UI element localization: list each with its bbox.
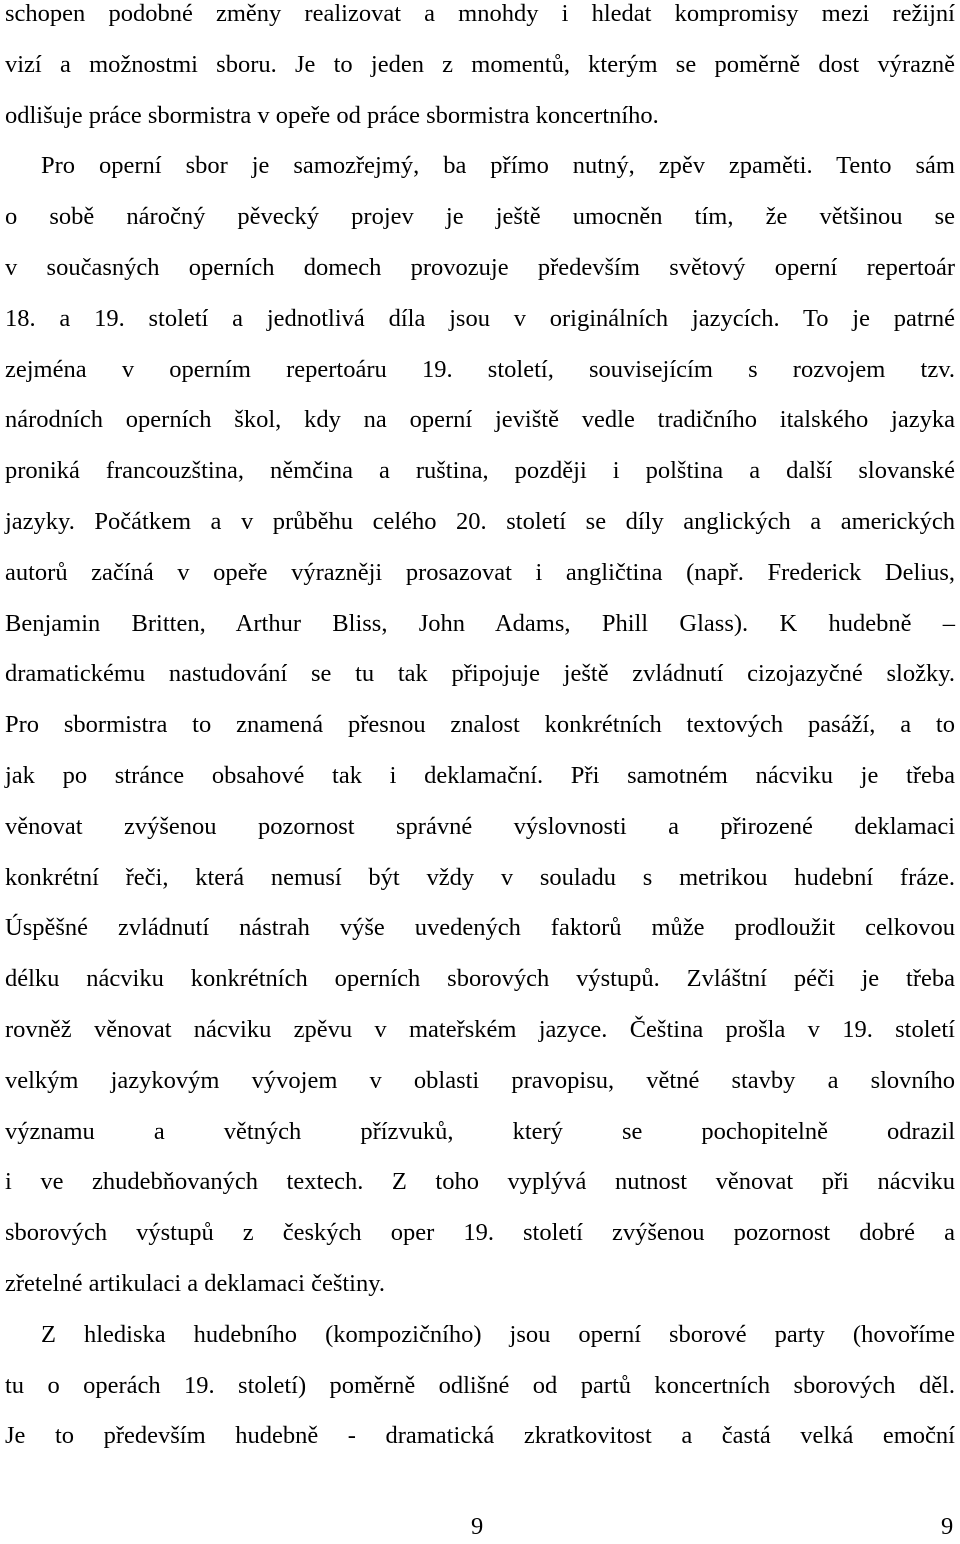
text-line: tu o operách 19. století) poměrně odlišné od partů koncertních sborových děl. (5, 1371, 955, 1399)
text-line: odlišuje práce sbormistra v opeře od práce sbormistra koncertního. (5, 101, 659, 129)
text-line: autorů začíná v opeře výrazněji prosazovat i angličtina (např. Frederick Delius, (5, 558, 955, 586)
text-line: schopen podobné změny realizovat a mnohdy i hledat kompromisy mezi režijní (5, 0, 955, 27)
text-line: významu a větných přízvuků, který se pochopitelně odrazil (5, 1117, 955, 1145)
text-line: Úspěšné zvládnutí nástrah výše uvedených faktorů může prodloužit celkovou (5, 914, 955, 942)
text-line: i ve zhudebňovaných textech. Z toho vyplývá nutnost věnovat při nácviku (5, 1168, 955, 1196)
page-number-right: 9 (941, 1513, 954, 1540)
text-line: Benjamin Britten, Arthur Bliss, John Adams, Phill Glass). K hudebně – (5, 609, 955, 637)
text-line: v současných operních domech provozuje především světový operní repertoár (5, 253, 955, 281)
text-line: proniká francouzština, němčina a ruština, později i polština a další slovanské (5, 457, 955, 485)
text-line: zejména v operním repertoáru 19. století, souvisejícím s rozvojem tzv. (5, 355, 955, 383)
text-line: věnovat zvýšenou pozornost správné výslovnosti a přirozené deklamaci (5, 812, 955, 840)
text-line: Z hlediska hudebního (kompozičního) jsou operní sborové party (hovoříme (41, 1320, 955, 1348)
page-number: 9 (471, 1513, 484, 1540)
text-line: rovněž věnovat nácviku zpěvu v mateřském jazyce. Čeština prošla v 19. století (5, 1015, 955, 1043)
text-line: o sobě náročný pěvecký projev je ještě umocněn tím, že většinou se (5, 203, 955, 231)
text-line: velkým jazykovým vývojem v oblasti pravopisu, větné stavby a slovního (5, 1066, 955, 1094)
body-text (5, 0, 955, 1470)
text-line: národních operních škol, kdy na operní jeviště vedle tradičního italského jazyka (5, 406, 955, 434)
text-line: jak po stránce obsahové tak i deklamační. Při samotném nácviku je třeba (5, 761, 955, 789)
text-line: délku nácviku konkrétních operních sborových výstupů. Zvláštní péči je třeba (5, 965, 955, 993)
text-line: Pro operní sbor je samozřejmý, ba přímo nutný, zpěv zpaměti. Tento sám (41, 152, 955, 180)
text-line: Pro sbormistra to znamená přesnou znalost konkrétních textových pasáží, a to (5, 711, 955, 739)
text-line: konkrétní řeči, která nemusí být vždy v souladu s metrikou hudební fráze. (5, 863, 955, 891)
text-line: vizí a možnostmi sboru. Je to jeden z momentů, kterým se poměrně dost výrazně (5, 50, 955, 78)
text-line: 18. a 19. století a jednotlivá díla jsou v originálních jazycích. To je patrné (5, 304, 955, 332)
text-line: Je to především hudebně - dramatická zkratkovitost a častá velká emoční (5, 1422, 955, 1450)
text-line: dramatickému nastudování se tu tak připojuje ještě zvládnutí cizojazyčné složky. (5, 660, 955, 688)
text-line: sborových výstupů z českých oper 19. století zvýšenou pozornost dobré a (5, 1219, 955, 1247)
text-line: zřetelné artikulaci a deklamaci češtiny. (5, 1269, 386, 1297)
text-line: jazyky. Počátkem a v průběhu celého 20. století se díly anglických a amerických (5, 507, 955, 535)
